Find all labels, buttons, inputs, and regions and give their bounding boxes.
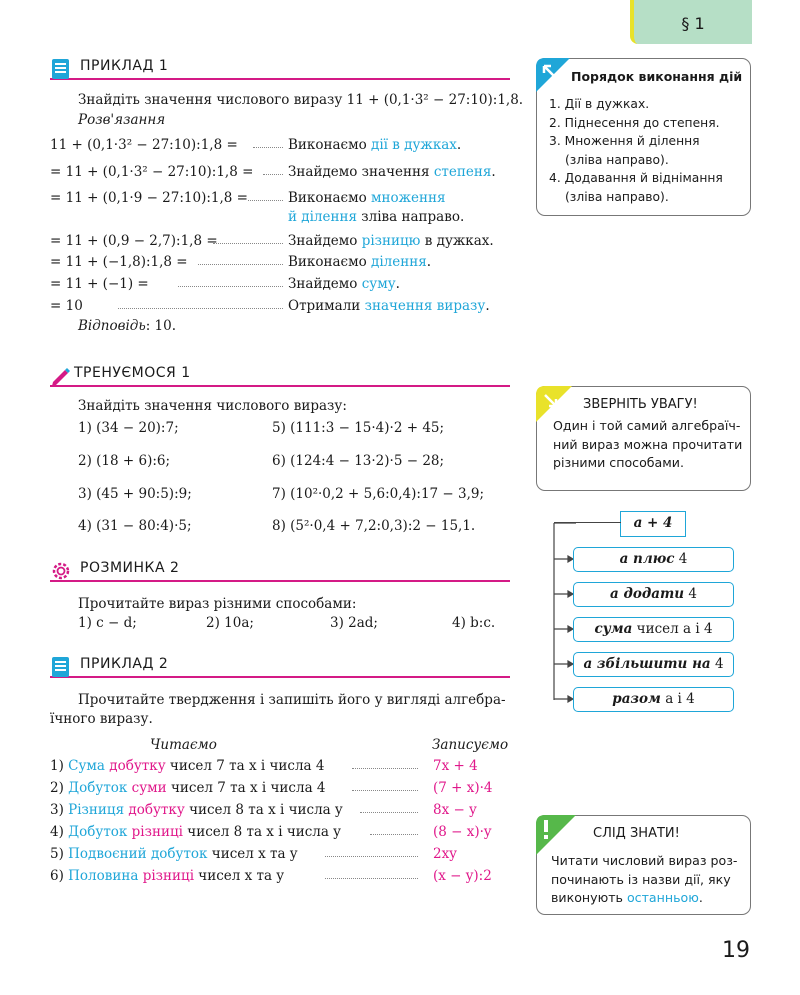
example2-task-line2: їчного виразу. bbox=[50, 711, 153, 727]
order-item: (зліва направо). bbox=[565, 152, 669, 167]
tree-node-bold: a збільшити на bbox=[583, 656, 711, 672]
step-expression: = 11 + (0,1·9 − 27:10):1,8 = bbox=[50, 190, 248, 206]
step-text: Знайдемо bbox=[288, 233, 362, 249]
training-item: 1) (34 − 20):7; bbox=[78, 420, 179, 436]
training1-task: Знайдіть значення числового виразу: bbox=[78, 398, 347, 414]
row-number: 2) bbox=[50, 780, 69, 796]
row-rest: чисел 7 та x і числа 4 bbox=[166, 780, 326, 796]
row-dots bbox=[352, 790, 418, 791]
example2-row bbox=[50, 824, 341, 840]
step-expression: = 11 + (−1,8):1,8 = bbox=[50, 254, 188, 270]
page-number: 19 bbox=[722, 938, 750, 963]
warmup2-header bbox=[50, 560, 510, 582]
training-item: 5) (111:3 − 15·4)·2 + 45; bbox=[272, 420, 445, 436]
row-term-a: Подвоєний добуток bbox=[68, 846, 208, 862]
step-text: . bbox=[456, 137, 462, 153]
step-highlight: степеня bbox=[433, 164, 492, 180]
example2-row bbox=[50, 758, 324, 774]
know-line2: починають із назви дії, яку bbox=[551, 871, 731, 887]
step-dots bbox=[263, 174, 283, 175]
row-number: 1) bbox=[50, 758, 69, 774]
step-dots bbox=[213, 243, 283, 244]
solution-label: Розв'язання bbox=[78, 112, 166, 128]
order-box-title: Порядок виконання дій bbox=[571, 69, 743, 84]
tree-node-rest: 4 bbox=[674, 551, 688, 567]
row-rest: чисел x та y bbox=[207, 846, 298, 862]
row-rest: чисел 7 та x і числа 4 bbox=[165, 758, 325, 774]
tree-root: a + 4 bbox=[620, 511, 686, 537]
step-explanation bbox=[288, 137, 461, 153]
example2-row bbox=[50, 868, 284, 884]
know-line3-post: . bbox=[698, 890, 703, 905]
step-expression: 11 + (0,1·3² − 27:10):1,8 = bbox=[50, 137, 238, 153]
warmup-item: 4) b:c. bbox=[452, 615, 496, 631]
example1-title: ПРИКЛАД 1 bbox=[80, 58, 169, 74]
step-expression: = 11 + (−1) = bbox=[50, 276, 149, 292]
example2-title: ПРИКЛАД 2 bbox=[80, 656, 169, 672]
warmup2-title: РОЗМИНКА 2 bbox=[80, 560, 180, 576]
step-dots bbox=[253, 147, 283, 148]
example2-header bbox=[50, 656, 510, 678]
training-item: 4) (31 − 80:4)·5; bbox=[78, 518, 192, 534]
row-answer: 2xy bbox=[433, 846, 457, 862]
step-explanation bbox=[288, 190, 446, 206]
row-term-a: Сума bbox=[68, 758, 105, 774]
step-dots bbox=[118, 308, 283, 309]
warmup-item: 2) 10a; bbox=[206, 615, 254, 631]
row-term-b: добутку bbox=[104, 758, 166, 774]
column-write: Записуємо bbox=[432, 737, 509, 753]
step-highlight: ділення bbox=[371, 254, 427, 270]
step-expression: = 10 bbox=[50, 298, 83, 314]
step-text: в дужках. bbox=[420, 233, 494, 249]
attention-box bbox=[536, 386, 751, 491]
row-term-b: добутку bbox=[124, 802, 185, 818]
tree-node bbox=[573, 582, 734, 607]
tree-root-link bbox=[554, 522, 621, 523]
step-highlight: різницю bbox=[361, 233, 421, 249]
step-highlight: й ділення bbox=[288, 209, 357, 225]
book-icon bbox=[50, 58, 72, 80]
step-text: Знайдемо значення bbox=[288, 164, 434, 180]
example2-row bbox=[50, 780, 326, 796]
attention-line: ний вираз можна прочитати bbox=[553, 436, 743, 452]
gear-icon bbox=[50, 560, 72, 582]
tree-node-rest: a і 4 bbox=[660, 691, 695, 707]
training-item: 8) (5²·0,4 + 7,2:0,3):2 − 15,1. bbox=[272, 518, 476, 534]
step-highlight: значення виразу bbox=[364, 298, 486, 314]
training1-title: ТРЕНУЄМОСЯ 1 bbox=[74, 365, 191, 381]
row-term-b: різниці bbox=[127, 824, 183, 840]
order-item: 1. Дії в дужках. bbox=[549, 97, 650, 111]
row-answer: 8x − y bbox=[433, 802, 477, 818]
answer-value: : 10. bbox=[145, 318, 177, 334]
know-box bbox=[536, 815, 751, 915]
row-number: 6) bbox=[50, 868, 69, 884]
section-number: § 1 bbox=[681, 14, 705, 33]
step-dots bbox=[248, 200, 283, 201]
example2-row bbox=[50, 802, 343, 818]
know-line1: Читати числовий вираз роз- bbox=[551, 853, 738, 868]
row-number: 5) bbox=[50, 846, 69, 862]
row-number: 3) bbox=[50, 802, 69, 818]
step-highlight: дії в дужках bbox=[371, 137, 457, 153]
training-item: 6) (124:4 − 13·2)·5 − 28; bbox=[272, 453, 445, 469]
know-text bbox=[551, 852, 737, 908]
tree-node-bold: сума bbox=[594, 621, 633, 637]
row-dots bbox=[325, 878, 418, 879]
row-dots bbox=[325, 856, 418, 857]
step-dots bbox=[198, 264, 283, 265]
row-term-b: різниці bbox=[138, 868, 195, 884]
step-text: . bbox=[395, 276, 400, 292]
row-term-a: Добуток bbox=[68, 780, 128, 796]
know-line3 bbox=[551, 889, 737, 908]
attention-line: різними способами. bbox=[553, 455, 684, 470]
warmup-item: 1) c − d; bbox=[78, 615, 137, 631]
book-icon bbox=[50, 656, 72, 678]
example2-row bbox=[50, 846, 297, 862]
tree-node-bold: a додати bbox=[610, 586, 685, 602]
row-answer: 7x + 4 bbox=[433, 758, 478, 774]
tree-node bbox=[573, 617, 734, 642]
row-rest: чисел 8 та x і числа y bbox=[184, 802, 343, 818]
section-tab bbox=[630, 0, 752, 44]
step-explanation bbox=[288, 276, 400, 292]
step-highlight: множення bbox=[371, 190, 446, 206]
row-term-a: Добуток bbox=[68, 824, 128, 840]
know-title: СЛІД ЗНАТИ! bbox=[593, 826, 680, 841]
row-rest: чисел 8 та x і числа y bbox=[182, 824, 341, 840]
attention-line: Один і той самий алгебраїч- bbox=[553, 418, 741, 433]
row-dots bbox=[352, 768, 418, 769]
tree-node bbox=[573, 687, 734, 712]
step-text: . bbox=[485, 298, 490, 314]
step-explanation bbox=[288, 164, 496, 180]
row-dots bbox=[360, 812, 418, 813]
training-item: 2) (18 + 6):6; bbox=[78, 453, 171, 469]
step-text: Виконаємо bbox=[288, 190, 372, 206]
tree-node bbox=[573, 652, 734, 677]
row-term-a: Різниця bbox=[68, 802, 125, 818]
answer bbox=[78, 318, 176, 334]
step-expression: = 11 + (0,1·3² − 27:10):1,8 = bbox=[50, 164, 254, 180]
order-item: 3. Множення й ділення bbox=[549, 134, 700, 148]
step-highlight: суму bbox=[361, 276, 396, 292]
corner-arrow-icon bbox=[536, 58, 570, 92]
step-explanation bbox=[288, 209, 464, 225]
order-item: (зліва направо). bbox=[565, 189, 669, 204]
warmup-item: 3) 2ad; bbox=[330, 615, 378, 631]
row-answer: (7 + x)·4 bbox=[433, 780, 493, 796]
step-explanation bbox=[288, 298, 490, 314]
row-term-a: Половина bbox=[68, 868, 139, 884]
step-text: Виконаємо bbox=[288, 137, 372, 153]
step-expression: = 11 + (0,9 − 2,7):1,8 = bbox=[50, 233, 218, 249]
order-item: 2. Піднесення до степеня. bbox=[549, 115, 720, 130]
row-dots bbox=[370, 834, 418, 835]
tree-node-rest: 4 bbox=[710, 656, 724, 672]
row-answer: (8 − x)·y bbox=[433, 824, 492, 840]
example2-task-line1: Прочитайте твердження і запишіть його у вигляді алгебра- bbox=[78, 692, 506, 708]
order-box-list bbox=[549, 95, 723, 206]
tree-node-rest: 4 bbox=[684, 586, 697, 602]
training1-header bbox=[50, 365, 510, 387]
step-text: . bbox=[491, 164, 496, 180]
tree-node bbox=[573, 547, 734, 572]
row-answer: (x − y):2 bbox=[433, 868, 492, 884]
step-dots bbox=[178, 286, 283, 287]
know-line3-highlight: останньою bbox=[626, 890, 699, 905]
step-explanation bbox=[288, 233, 494, 249]
order-of-operations-box bbox=[536, 58, 751, 216]
step-text: Отримали bbox=[288, 298, 365, 314]
row-rest: чисел x та y bbox=[194, 868, 284, 884]
tree-node-bold: a плюс bbox=[619, 551, 675, 567]
answer-label: Відповідь bbox=[78, 318, 146, 334]
step-text: Виконаємо bbox=[288, 254, 372, 270]
attention-text bbox=[553, 417, 742, 473]
column-read: Читаємо bbox=[150, 737, 217, 753]
step-text: Знайдемо bbox=[288, 276, 362, 292]
tree-node-rest: чисел a і 4 bbox=[632, 621, 713, 637]
exclamation-icon bbox=[536, 815, 576, 855]
tree-node-bold: разом bbox=[612, 691, 661, 707]
row-term-b: суми bbox=[127, 780, 167, 796]
tree-connectors bbox=[546, 522, 576, 712]
training-item: 7) (10²·0,2 + 5,6:0,4):17 − 3,9; bbox=[272, 486, 485, 502]
attention-title: ЗВЕРНІТЬ УВАГУ! bbox=[583, 397, 698, 412]
example1-task: Знайдіть значення числового виразу 11 + (0,1·3² − 27:10):1,8. bbox=[78, 92, 524, 108]
order-item: 4. Додавання й віднімання bbox=[549, 171, 723, 185]
example1-header bbox=[50, 58, 510, 80]
warmup2-task: Прочитайте вираз різними способами: bbox=[78, 596, 357, 612]
step-explanation bbox=[288, 254, 431, 270]
step-text: . bbox=[426, 254, 432, 270]
row-number: 4) bbox=[50, 824, 69, 840]
step-text: зліва направо. bbox=[357, 209, 465, 225]
know-line3-pre: виконують bbox=[551, 890, 627, 905]
training-item: 3) (45 + 90:5):9; bbox=[78, 486, 192, 502]
pencil-icon bbox=[50, 365, 72, 387]
